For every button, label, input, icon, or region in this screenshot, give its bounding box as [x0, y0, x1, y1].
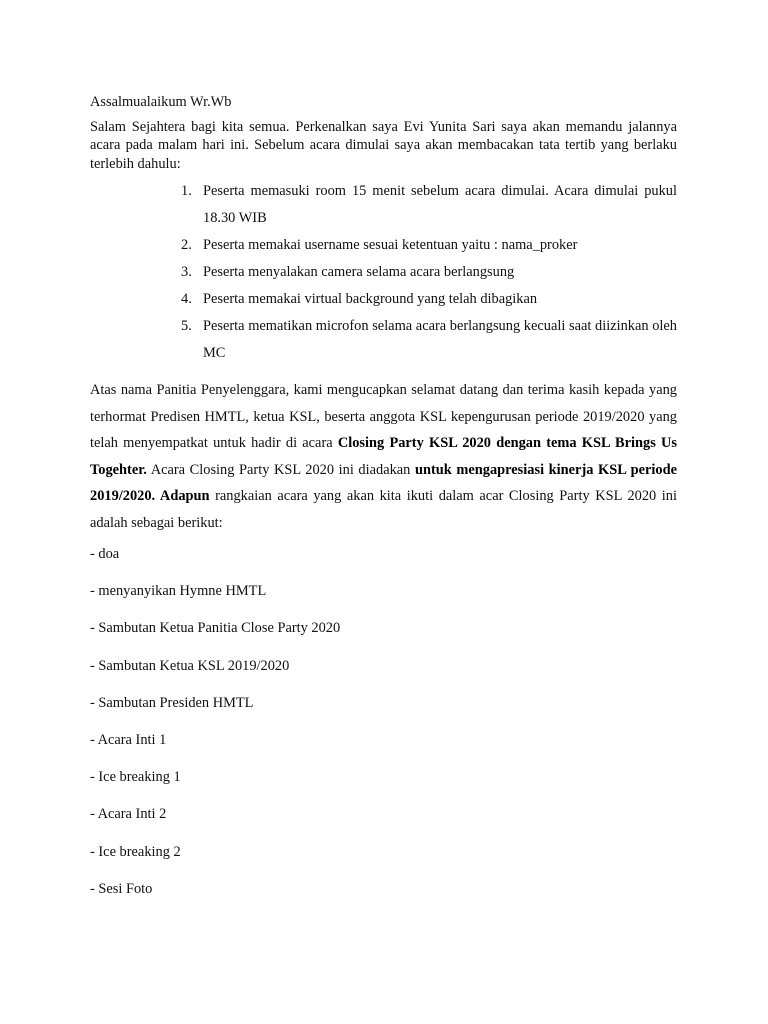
agenda-item: - Acara Inti 2: [90, 806, 167, 823]
rule-text: Peserta memakai virtual background yang telah dibagikan: [203, 291, 538, 307]
rule-number: 5.: [181, 318, 192, 334]
rule-text: Peserta mematikan microfon selama acara berlangsung kecuali saat diizinkan oleh MC: [203, 318, 677, 361]
rule-number: 3.: [181, 264, 192, 280]
agenda-item: - Ice breaking 1: [90, 769, 181, 786]
agenda-item: - doa: [90, 546, 120, 562]
rule-text: Peserta memakai username sesuai ketentuan yaitu : nama_proker: [203, 237, 578, 253]
rule-item: [181, 232, 677, 259]
rule-item: [181, 286, 677, 313]
agenda-item: - Acara Inti 1: [90, 731, 167, 748]
rules-list: [90, 178, 677, 367]
welcome-text-1: Atas nama Panitia Penyelenggara, kami mengucapkan selamat datang dan terima kasih kepada yang terhormat Predisen HMTL, ketua KSL, beserta anggota KSL kepengurusan periode 2019/2020 yang telah menyempatkat untuk hadir di acara: [90, 382, 677, 451]
rule-item: [181, 259, 677, 286]
rule-number: 2.: [181, 237, 192, 253]
rule-number: 1.: [181, 183, 192, 199]
document-page: [90, 93, 677, 916]
agenda-item: - Sambutan Ketua KSL 2019/2020: [90, 657, 290, 674]
welcome-paragraph: [90, 377, 677, 536]
welcome-text-3: rangkaian acara yang akan kita ikuti dalam acar Closing Party KSL 2020 ini adalah sebagai berikut:: [90, 488, 677, 531]
agenda-list: [90, 544, 677, 916]
intro-paragraph: Salam Sejahtera bagi kita semua. Perkenalkan saya Evi Yunita Sari saya akan memandu jalannya acara pada malam hari ini. Sebelum acara dimulai saya akan membacakan tata tertib yang berlaku terlebih dahulu:: [90, 118, 677, 172]
rule-item: [181, 313, 677, 367]
welcome-text-2: Acara Closing Party KSL 2020 ini diadakan: [146, 461, 415, 478]
event-purpose-bold: untuk mengapresiasi kinerja KSL periode 2019/2020. Adapun: [90, 461, 677, 504]
rule-number: 4.: [181, 291, 192, 307]
agenda-item: - menyanyikan Hymne HMTL: [90, 583, 267, 600]
agenda-item: - Sesi Foto: [90, 880, 153, 897]
event-title-bold: Closing Party KSL 2020 dengan tema KSL Brings Us Togehter.: [90, 435, 677, 478]
agenda-item: - Sambutan Presiden HMTL: [90, 694, 254, 711]
agenda-item: - Ice breaking 2: [90, 843, 181, 860]
greeting-line: Assalmualaikum Wr.Wb: [90, 94, 232, 110]
agenda-item: - Sambutan Ketua Panitia Close Party 2020: [90, 620, 341, 637]
rule-item: [181, 178, 677, 232]
rule-text: Peserta memasuki room 15 menit sebelum acara dimulai. Acara dimulai pukul 18.30 WIB: [203, 183, 677, 226]
rule-text: Peserta menyalakan camera selama acara berlangsung: [203, 264, 515, 280]
